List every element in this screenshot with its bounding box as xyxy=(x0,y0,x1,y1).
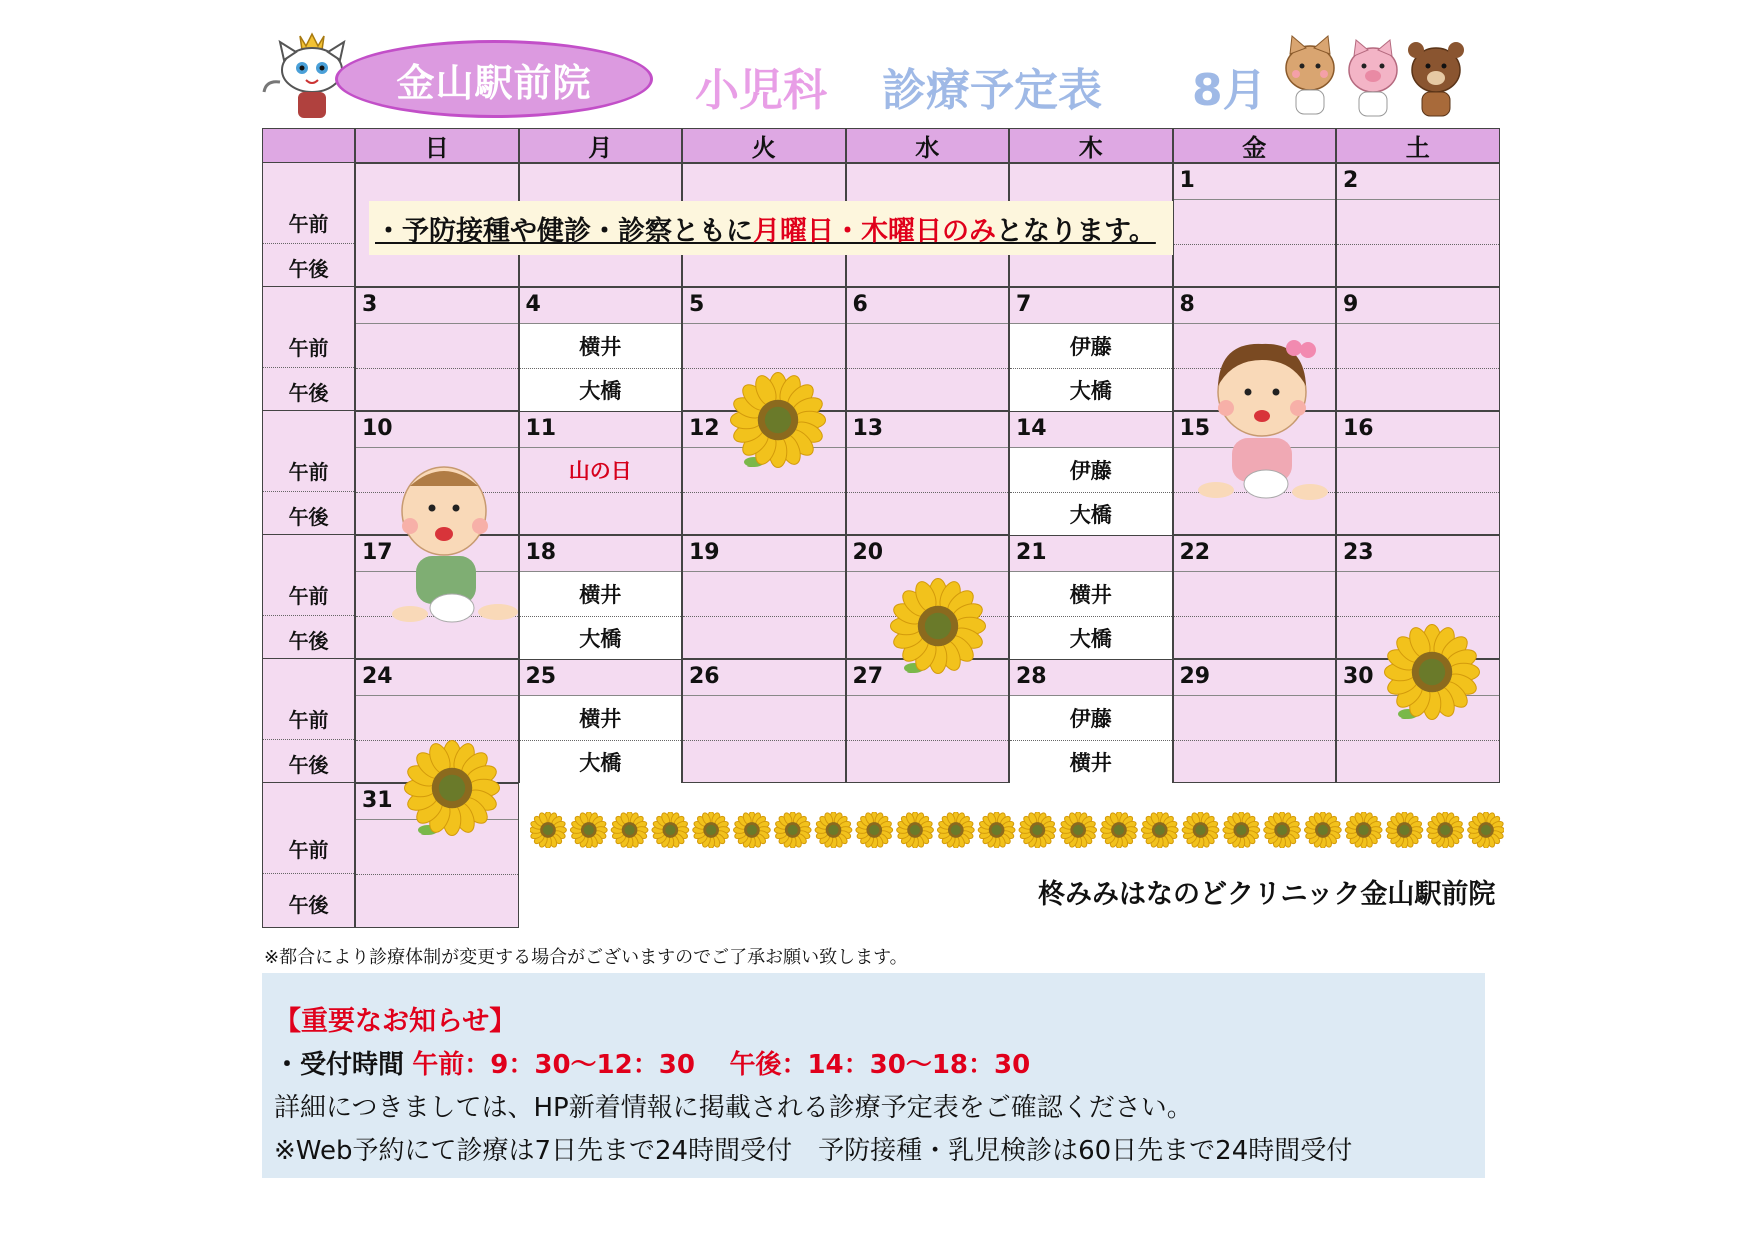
day-number: 12 xyxy=(689,416,720,441)
calendar-corner-header xyxy=(262,128,355,163)
sunflower-icon xyxy=(1382,624,1482,724)
pm-slot xyxy=(1010,616,1172,660)
label-divider xyxy=(263,739,356,740)
pm-slot xyxy=(1174,244,1336,288)
weekday-header: 水 xyxy=(846,128,1010,163)
doctor-name: 大橋 xyxy=(1069,502,1112,527)
footer-clinic-name: 柊みみはなのどクリニック金山駅前院 xyxy=(1038,879,1496,910)
day-number: 13 xyxy=(852,416,884,441)
pm-slot xyxy=(356,368,518,412)
calendar-day-cell xyxy=(846,287,1010,411)
day-number: 4 xyxy=(525,292,541,317)
pm-slot xyxy=(683,740,845,784)
holiday-label: 山の日 xyxy=(568,458,632,483)
am-label: 午前 xyxy=(288,460,329,485)
pm-slot xyxy=(520,616,682,660)
label-divider xyxy=(263,873,356,874)
calendar-day-cell xyxy=(1173,163,1337,287)
weekday-header: 月 xyxy=(519,128,683,163)
day-number: 10 xyxy=(362,416,393,441)
am-slot xyxy=(1337,447,1499,492)
am-slot xyxy=(683,695,845,740)
pm-slot xyxy=(847,492,1009,536)
am-slot xyxy=(520,447,682,492)
pm-label: 午後 xyxy=(288,380,329,405)
label-divider xyxy=(263,243,356,244)
pm-slot xyxy=(1337,740,1499,784)
am-slot xyxy=(1010,695,1172,740)
weekday-header: 土 xyxy=(1336,128,1500,163)
day-number: 22 xyxy=(1179,540,1211,565)
am-slot xyxy=(520,323,682,368)
day-number: 7 xyxy=(1016,292,1032,317)
am-slot xyxy=(847,447,1009,492)
am-slot xyxy=(847,695,1009,740)
pm-slot xyxy=(1010,368,1172,412)
day-number: 9 xyxy=(1343,292,1359,317)
pm-slot xyxy=(356,874,518,928)
doctor-name: 大橋 xyxy=(1069,626,1112,651)
department-title: 小児科 xyxy=(695,65,827,116)
am-slot xyxy=(683,323,845,368)
day-number: 18 xyxy=(525,540,557,565)
am-slot xyxy=(1174,571,1336,616)
important-notice-panel xyxy=(262,973,1485,1178)
weekday-header: 木 xyxy=(1009,128,1173,163)
am-slot xyxy=(1337,199,1499,244)
doctor-name: 伊藤 xyxy=(1069,458,1112,483)
calendar-day-cell xyxy=(682,535,846,659)
baby-boy-illustration-icon xyxy=(392,456,524,636)
doctor-name: 横井 xyxy=(1069,582,1112,607)
day-number: 26 xyxy=(689,664,720,689)
doctor-name: 横井 xyxy=(579,582,622,607)
am-label: 午前 xyxy=(288,708,329,733)
pm-slot xyxy=(1010,492,1172,536)
day-number: 19 xyxy=(689,540,720,565)
day-number: 6 xyxy=(852,292,868,317)
day-number: 25 xyxy=(525,664,557,689)
calendar-day-cell xyxy=(1173,659,1337,783)
important-notice-heading: 【重要なお知らせ】 xyxy=(274,1006,517,1037)
notice-highlight: 月曜日・木曜日のみ xyxy=(753,215,996,247)
am-hours: 午前：9：30～12：30 xyxy=(412,1050,695,1080)
pm-slot xyxy=(520,740,682,784)
sunflower-icon xyxy=(888,578,988,678)
am-slot xyxy=(1337,571,1499,616)
am-label: 午前 xyxy=(288,837,329,862)
day-number: 14 xyxy=(1016,416,1047,441)
weekday-header: 金 xyxy=(1173,128,1337,163)
pm-slot xyxy=(520,492,682,536)
row-time-label xyxy=(262,287,355,411)
pm-label: 午後 xyxy=(288,752,329,777)
pm-slot xyxy=(1337,244,1499,288)
pm-slot xyxy=(847,368,1009,412)
day-number: 2 xyxy=(1343,168,1359,193)
am-label: 午前 xyxy=(288,212,329,237)
calendar-day-cell xyxy=(519,535,683,659)
doctor-name: 横井 xyxy=(579,334,622,359)
calendar-day-cell xyxy=(1336,287,1500,411)
weekday-header: 日 xyxy=(355,128,519,163)
notice-prefix: ・予防接種や健診・診察ともに xyxy=(375,215,753,247)
pm-slot xyxy=(1010,740,1172,784)
calendar-day-cell xyxy=(355,287,519,411)
day-number: 20 xyxy=(852,540,884,565)
day-number: 27 xyxy=(852,664,884,689)
day-number: 29 xyxy=(1179,664,1211,689)
day-number: 30 xyxy=(1343,664,1374,689)
pm-slot xyxy=(1174,740,1336,784)
pm-slot xyxy=(520,368,682,412)
notice-suffix: となります。 xyxy=(996,215,1156,247)
reception-label: ・受付時間 xyxy=(274,1050,405,1080)
calendar-day-cell xyxy=(1173,535,1337,659)
day-number: 15 xyxy=(1179,416,1211,441)
calendar-day-cell xyxy=(1009,535,1173,659)
sunflower-border-icon xyxy=(530,812,1504,848)
row-time-label xyxy=(262,659,355,783)
calendar-day-cell xyxy=(1009,411,1173,535)
doctor-name: 伊藤 xyxy=(1069,334,1112,359)
doctor-name: 横井 xyxy=(579,706,622,731)
pm-label: 午後 xyxy=(288,256,329,281)
am-slot xyxy=(847,323,1009,368)
doctor-name: 大橋 xyxy=(1069,378,1112,403)
am-slot xyxy=(1010,447,1172,492)
label-divider xyxy=(263,615,356,616)
doctor-name: 大橋 xyxy=(579,378,622,403)
calendar-day-cell xyxy=(519,287,683,411)
day-number: 11 xyxy=(525,416,557,441)
pm-slot xyxy=(847,740,1009,784)
pm-slot xyxy=(1337,492,1499,536)
day-number: 24 xyxy=(362,664,393,689)
calendar-day-cell xyxy=(1009,287,1173,411)
pm-slot xyxy=(683,616,845,660)
calendar-day-cell xyxy=(846,411,1010,535)
sunflower-icon xyxy=(728,372,828,472)
am-slot xyxy=(1337,323,1499,368)
schedule-change-note: ※都合により診療体制が変更する場合がございますのでご了承お願い致します。 xyxy=(264,947,908,968)
doctor-name: 伊藤 xyxy=(1069,706,1112,731)
day-number: 8 xyxy=(1179,292,1195,317)
pm-hours: 午後：14：30～18：30 xyxy=(729,1050,1031,1080)
calendar-day-cell xyxy=(519,411,683,535)
doctor-name: 大橋 xyxy=(579,626,622,651)
am-slot xyxy=(1174,695,1336,740)
day-number: 21 xyxy=(1016,540,1047,565)
am-label: 午前 xyxy=(288,336,329,361)
web-reservation-line: ※Web予約にて診療は7日先まで24時間受付 予防接種・乳児検診は60日先まで24時間受付 xyxy=(274,1136,1353,1166)
row-time-label xyxy=(262,411,355,535)
day-number: 17 xyxy=(362,540,393,565)
label-divider xyxy=(263,367,356,368)
details-line: 詳細につきましては、HP新着情報に掲載される診療予定表をご確認ください。 xyxy=(274,1093,1193,1123)
calendar-day-cell xyxy=(1336,163,1500,287)
day-number: 28 xyxy=(1016,664,1047,689)
row-time-label xyxy=(262,163,355,287)
pm-slot xyxy=(1174,616,1336,660)
page-title: 診療予定表 xyxy=(882,65,1102,116)
am-slot xyxy=(520,571,682,616)
am-slot xyxy=(683,571,845,616)
doctor-name: 大橋 xyxy=(579,750,622,775)
row-time-label xyxy=(262,535,355,659)
calendar-day-cell xyxy=(1009,659,1173,783)
day-number: 23 xyxy=(1343,540,1374,565)
am-slot xyxy=(520,695,682,740)
am-slot xyxy=(1010,571,1172,616)
row-time-label xyxy=(262,783,355,928)
sunflower-icon xyxy=(402,740,502,840)
pm-slot xyxy=(1337,368,1499,412)
am-slot xyxy=(1174,199,1336,244)
pm-label: 午後 xyxy=(288,504,329,529)
pm-label: 午後 xyxy=(288,892,329,917)
day-number: 1 xyxy=(1179,168,1195,193)
pm-label: 午後 xyxy=(288,628,329,653)
label-divider xyxy=(263,491,356,492)
month-title: 8月 xyxy=(1192,65,1267,116)
weekday-header: 火 xyxy=(682,128,846,163)
am-slot xyxy=(356,323,518,368)
calendar-day-cell xyxy=(519,659,683,783)
day-number: 16 xyxy=(1343,416,1374,441)
pm-slot xyxy=(683,492,845,536)
am-slot xyxy=(1010,323,1172,368)
baby-girl-illustration-icon xyxy=(1196,334,1328,514)
am-slot xyxy=(356,695,518,740)
day-number: 5 xyxy=(689,292,705,317)
animal-babies-illustration-icon xyxy=(1278,30,1468,130)
doctor-name: 横井 xyxy=(1069,750,1112,775)
day-number: 31 xyxy=(362,788,393,813)
day-number: 3 xyxy=(362,292,378,317)
calendar-day-cell xyxy=(1336,411,1500,535)
calendar-day-cell xyxy=(682,659,846,783)
clinic-name-badge: 金山駅前院 xyxy=(335,40,653,118)
am-label: 午前 xyxy=(288,584,329,609)
schedule-notice-banner xyxy=(369,201,1173,255)
